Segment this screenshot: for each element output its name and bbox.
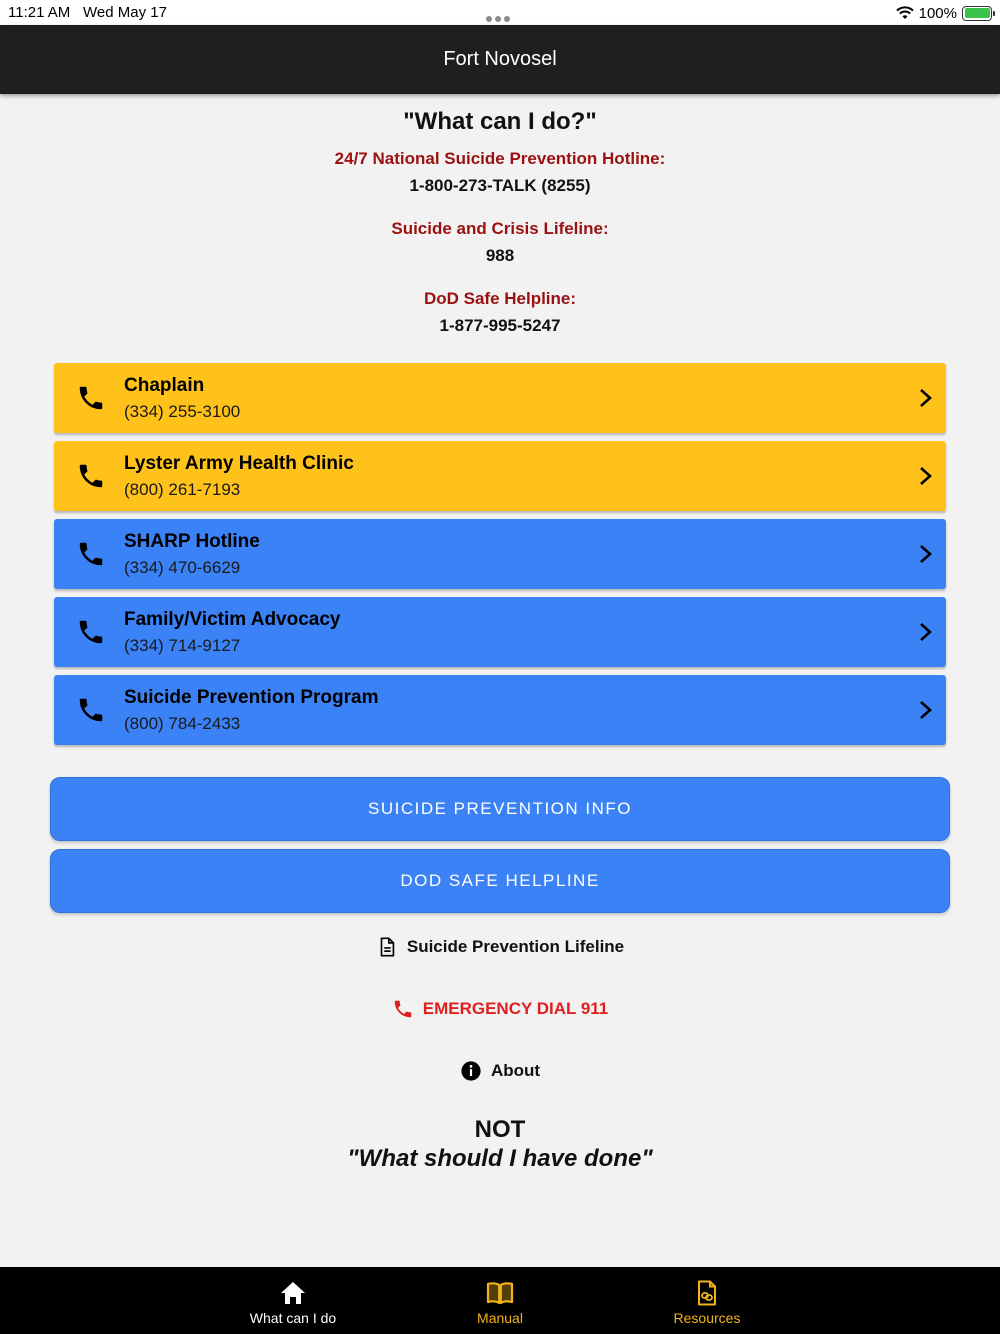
contact-name: Chaplain [124, 375, 205, 396]
suicide-prevention-info-button[interactable]: SUICIDE PREVENTION INFO [50, 777, 950, 841]
chevron-right-icon [916, 699, 936, 721]
about-label: About [490, 1061, 541, 1080]
emergency-dial-911-link[interactable] [0, 998, 1000, 1020]
document-icon [376, 936, 398, 958]
hotline-number-dod[interactable]: 1-877-995-5247 [439, 316, 561, 335]
contact-card-lyster-clinic[interactable] [54, 441, 946, 511]
contact-list [54, 363, 946, 753]
chevron-right-icon [916, 387, 936, 409]
hotline-number-national[interactable]: 1-800-273-TALK (8255) [409, 176, 591, 195]
status-time: 11:21 AM [8, 4, 71, 21]
hotline-number-crisis[interactable]: 988 [485, 246, 515, 265]
tab-label: Manual [477, 1310, 523, 1326]
not-quote: "What should I have done" [347, 1145, 653, 1172]
contact-phone: (800) 784-2433 [124, 714, 241, 733]
hotline-label-national: 24/7 National Suicide Prevention Hotline: [334, 149, 666, 168]
status-right [896, 3, 992, 23]
multitasking-dots-icon[interactable] [486, 9, 514, 17]
tab-label: Resources [673, 1310, 741, 1326]
not-heading: NOT [474, 1116, 526, 1143]
lifeline-label: Suicide Prevention Lifeline [406, 937, 625, 956]
contact-phone: (334) 470-6629 [124, 558, 241, 577]
contact-card-sharp-hotline[interactable] [54, 519, 946, 589]
tab-what-can-i-do[interactable] [237, 1267, 349, 1334]
contact-phone: (334) 255-3100 [124, 402, 241, 421]
chevron-right-icon [916, 621, 936, 643]
phone-icon [76, 617, 106, 647]
phone-icon [392, 998, 414, 1020]
phone-icon [76, 695, 106, 725]
battery-percent: 100% [918, 4, 957, 22]
battery-icon [962, 6, 992, 21]
emergency-label: EMERGENCY DIAL 911 [422, 999, 609, 1018]
contact-card-family-victim-advocacy[interactable] [54, 597, 946, 667]
tab-resources[interactable] [660, 1267, 754, 1334]
header-title: Fort Novosel [443, 48, 557, 70]
wifi-icon [896, 6, 914, 20]
contact-phone: (800) 261-7193 [124, 480, 241, 499]
dod-safe-helpline-button[interactable]: DOD SAFE HELPLINE [50, 849, 950, 913]
chevron-right-icon [916, 543, 936, 565]
phone-icon [76, 461, 106, 491]
app-header [0, 25, 1000, 94]
contact-phone: (334) 714-9127 [124, 636, 241, 655]
contact-name: Lyster Army Health Clinic [124, 453, 354, 474]
hotline-label-crisis: Suicide and Crisis Lifeline: [391, 219, 609, 238]
contact-name: Family/Victim Advocacy [124, 609, 341, 630]
contact-card-suicide-prevention-program[interactable] [54, 675, 946, 745]
status-date: Wed May 17 [83, 4, 167, 21]
page-title: "What can I do?" [403, 108, 597, 135]
document-link-icon [693, 1280, 721, 1306]
about-link[interactable] [0, 1060, 1000, 1082]
phone-icon [76, 383, 106, 413]
contact-card-chaplain[interactable] [54, 363, 946, 433]
bottom-tab-bar [0, 1267, 1000, 1334]
phone-icon [76, 539, 106, 569]
contact-name: Suicide Prevention Program [124, 687, 379, 708]
home-icon [279, 1280, 307, 1306]
status-bar [0, 0, 1000, 25]
contact-name: SHARP Hotline [124, 531, 260, 552]
suicide-prevention-lifeline-link[interactable] [0, 936, 1000, 958]
chevron-right-icon [916, 465, 936, 487]
info-icon [460, 1060, 482, 1082]
tab-label: What can I do [249, 1310, 337, 1326]
book-icon [486, 1280, 514, 1306]
hotline-label-dod: DoD Safe Helpline: [423, 289, 577, 308]
tab-manual[interactable] [460, 1267, 540, 1334]
